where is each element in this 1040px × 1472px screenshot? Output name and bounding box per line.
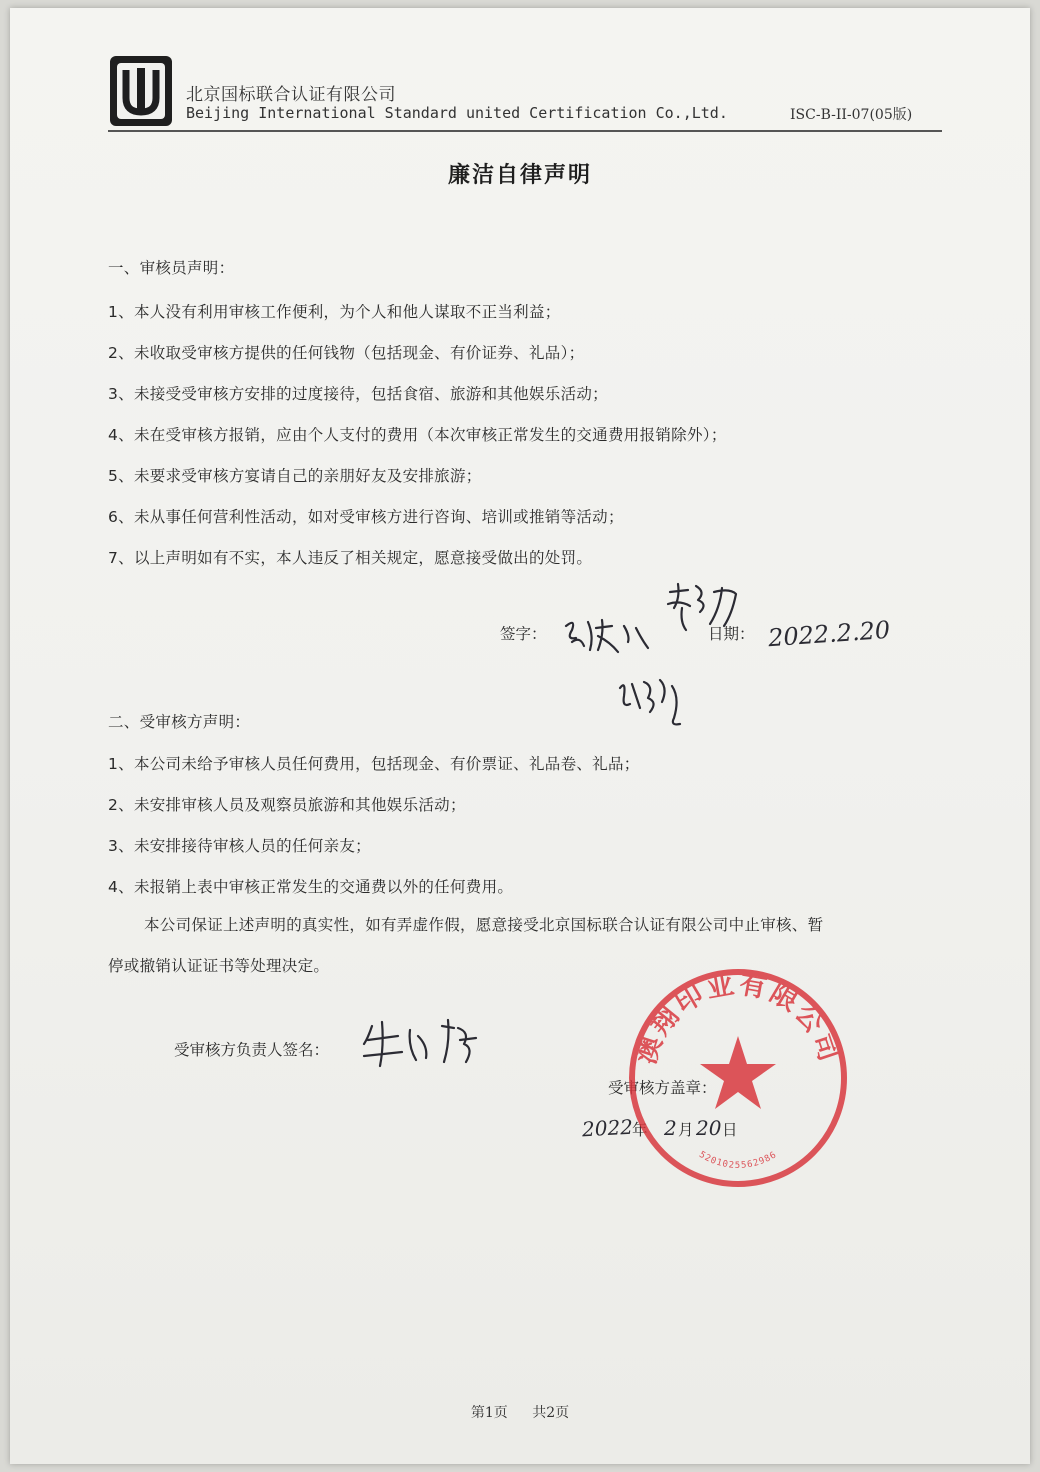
auditor-item: 5、未要求受审核方宴请自己的亲朋好友及安排旅游； — [108, 467, 482, 485]
page-number: 第1页 — [470, 1405, 508, 1421]
document-page — [10, 8, 1030, 1464]
auditor-item: 1、本人没有利用审核工作便利，为个人和他人谋取不正当利益； — [108, 303, 561, 321]
stamp-label: 受审核方盖章： — [608, 1079, 717, 1097]
auditee-item: 2、未安排审核人员及观察员旅游和其他娱乐活动； — [108, 796, 466, 814]
stamp-month-handwritten: 2 — [664, 1116, 677, 1140]
auditee-section-heading: 二、受审核方声明： — [108, 713, 251, 731]
day-label: 日 — [722, 1121, 738, 1139]
auditee-item: 4、未报销上表中审核正常发生的交通费以外的任何费用。 — [108, 878, 514, 896]
company-seal-icon — [626, 966, 850, 1190]
responsible-signature — [358, 1016, 488, 1070]
auditor-item: 6、未从事任何营利性活动，如对受审核方进行咨询、培训或推销等活动； — [108, 508, 624, 526]
auditor-section-heading: 一、审核员声明： — [108, 259, 235, 277]
year-label: 年 — [632, 1121, 648, 1139]
header-divider — [108, 130, 942, 132]
auditor-item: 3、未接受受审核方安排的过度接待，包括食宿、旅游和其他娱乐活动； — [108, 385, 608, 403]
page-total: 共2页 — [532, 1405, 570, 1421]
auditee-item: 3、未安排接待审核人员的任何亲友； — [108, 837, 371, 855]
document-title: 廉洁自律声明 — [447, 163, 592, 188]
page-footer — [10, 1402, 1030, 1422]
auditor-date-handwritten: 2022.2.20 — [767, 615, 891, 653]
stamp-year-handwritten: 2022 — [581, 1114, 634, 1142]
document-code: ISC-B-II-07(05版) — [790, 107, 913, 123]
auditor-item: 2、未收取受审核方提供的任何钱物（包括现金、有价证券、礼品）； — [108, 344, 585, 362]
company-name-en: Beijing International Standard united Certification Co.,Ltd. — [186, 104, 728, 122]
date-label: 日期： — [708, 625, 755, 643]
stamp-day-handwritten: 20 — [696, 1116, 722, 1140]
guarantee-text-line-2: 停或撤销认证证书等处理决定。 — [108, 957, 330, 975]
certification-logo-icon — [108, 54, 174, 128]
sign-label: 签字： — [500, 625, 547, 643]
guarantee-text-line-1: 本公司保证上述声明的真实性，如有弄虚作假，愿意接受北京国标联合认证有限公司中止审核、暂 — [144, 916, 824, 934]
svg-text:澳翔印业有限公司: 澳翔印业有限公司 — [630, 968, 846, 1068]
auditor-item: 7、以上声明如有不实，本人违反了相关规定，愿意接受做出的处罚。 — [108, 549, 593, 567]
auditee-item: 1、本公司未给予审核人员任何费用，包括现金、有价票证、礼品卷、礼品； — [108, 755, 640, 773]
company-name-cn: 北京国标联合认证有限公司 — [186, 85, 396, 105]
responsible-sign-label: 受审核方负责人签名： — [174, 1041, 330, 1059]
auditor-item: 4、未在受审核方报销，应由个人支付的费用（本次审核正常发生的交通费用报销除外）； — [108, 426, 727, 444]
month-label: 月 — [678, 1121, 694, 1139]
auditor-signature-3 — [610, 668, 700, 734]
svg-text:5201025562986: 5201025562986 — [697, 1149, 779, 1171]
auditor-signature-1 — [558, 606, 658, 658]
